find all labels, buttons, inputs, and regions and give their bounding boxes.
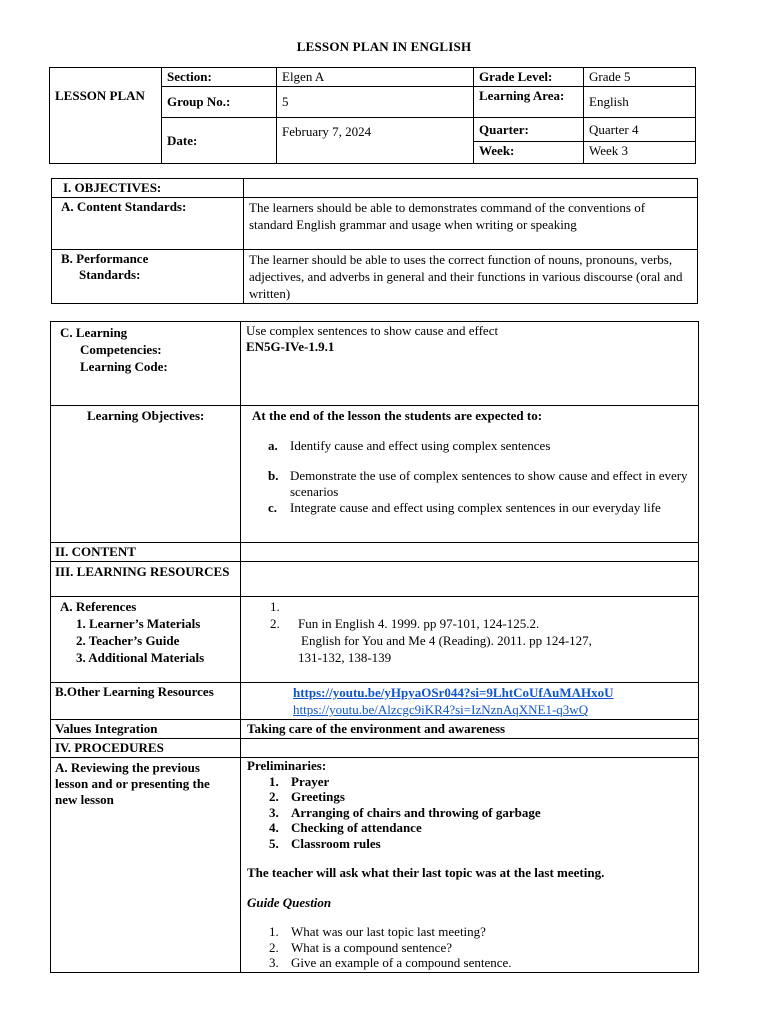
list-item [247, 789, 693, 805]
competencies-label-line2: Competencies: [80, 342, 162, 357]
question-text: What was our last topic last meeting? [291, 924, 486, 939]
performance-standards-label [52, 250, 244, 304]
procedures-blank [241, 739, 699, 758]
list-item [247, 805, 693, 821]
competencies-cell [241, 322, 699, 406]
objective-letter: b. [268, 468, 279, 483]
grade-label: Grade Level: [474, 68, 584, 87]
list-item [246, 615, 693, 632]
learning-objectives-intro: At the end of the lesson the students are expected to: [252, 408, 543, 423]
values-integration-text: Taking care of the environment and awareness [241, 720, 699, 739]
objectives-table [51, 178, 698, 304]
review-lesson-cell [241, 758, 699, 973]
performance-label-line1: B. Performance [61, 251, 149, 266]
date-label: Date: [162, 118, 277, 164]
reference-num: 2. [270, 616, 280, 631]
learning-objectives-list [246, 438, 693, 516]
list-item [247, 924, 693, 940]
area-value: English [584, 87, 696, 118]
main-table [50, 321, 699, 973]
review-lesson-label: A. Reviewing the previous lesson and or presenting the new lesson [51, 758, 241, 973]
objective-text: Identify cause and effect using complex sentences [290, 438, 551, 453]
section-label: Section: [162, 68, 277, 87]
prelim-text: Arranging of chairs and throwing of garbage [291, 804, 541, 820]
prelim-num: 4. [269, 820, 279, 835]
list-item [247, 940, 693, 956]
question-num: 2. [269, 939, 279, 955]
list-item [246, 468, 693, 500]
content-label: II. CONTENT [51, 543, 241, 562]
week-label: Week: [474, 142, 584, 164]
prelim-text: Prayer [291, 773, 330, 789]
other-resources-label: B.Other Learning Resources [51, 683, 241, 720]
learning-resources-label: III. LEARNING RESOURCES [51, 562, 241, 597]
lesson-plan-label: LESSON PLAN [50, 68, 162, 164]
youtube-link-1[interactable]: https://youtu.be/yHpyaOSr044?si=9LhtCoUfAuMAHxoU [293, 685, 614, 700]
content-standards-label [52, 198, 244, 250]
question-text: Give an example of a compound sentence. [291, 955, 512, 970]
date-value: February 7, 2024 [277, 118, 474, 164]
objective-text: Demonstrate the use of complex sentences to show cause and effect in every scenarios [290, 468, 688, 499]
question-num: 1. [269, 924, 279, 939]
preliminaries-heading: Preliminaries: [247, 758, 327, 773]
procedures-label: IV. PROCEDURES [51, 739, 241, 758]
prelim-num: 2. [269, 789, 279, 804]
list-item [247, 820, 693, 836]
youtube-link-2[interactable]: https://youtu.be/Alzcgc9iKR4?si=IzNznAqXNE1-q3wQ [293, 702, 589, 717]
group-label: Group No.: [162, 87, 277, 118]
competencies-text: Use complex sentences to show cause and effect [246, 323, 499, 338]
other-resources-cell [241, 683, 699, 720]
grade-value: Grade 5 [584, 68, 696, 87]
teachers-guide-label: 2. Teacher’s Guide [76, 633, 180, 648]
performance-standards-text: The learner should be able to uses the correct function of nouns, pronouns, verbs, adjectives, and adverbs in general and their functions in various discourse (oral and written) [244, 250, 698, 304]
performance-label-line2: Standards: [79, 267, 141, 282]
competencies-label-line1: C. Learning [60, 325, 128, 340]
list-item [247, 836, 693, 852]
objectives-heading-text: I. OBJECTIVES: [63, 180, 162, 195]
prelim-text: Classroom rules [291, 835, 381, 851]
group-value: 5 [277, 87, 474, 118]
competencies-label [51, 322, 241, 406]
objectives-heading-blank [244, 179, 698, 198]
prelim-text: Greetings [291, 789, 345, 804]
learning-resources-blank [241, 562, 699, 597]
header-table [49, 67, 696, 164]
question-text: What is a compound sentence? [291, 939, 452, 955]
objectives-heading [52, 179, 244, 198]
objective-letter: a. [268, 438, 278, 453]
list-item [246, 598, 693, 615]
learning-objectives-cell [241, 406, 699, 543]
guide-questions-list [247, 924, 693, 971]
content-standards-text: The learners should be able to demonstrates command of the conventions of standard English grammar and usage when writing or speaking [244, 198, 698, 250]
references-label [51, 597, 241, 683]
prelim-num: 1. [269, 773, 279, 789]
additional-materials-label: 3. Additional Materials [76, 650, 205, 665]
content-standards-label-text: A. Content Standards: [61, 199, 187, 214]
competencies-code: EN5G-IVe-1.9.1 [246, 339, 335, 354]
reference-text: Fun in English 4. 1999. pp 97-101, 124-125.2. [298, 616, 540, 631]
references-list [246, 598, 693, 632]
learning-objectives-label-text: Learning Objectives: [87, 408, 205, 423]
learners-materials-label: 1. Learner’s Materials [76, 616, 201, 631]
objective-text: Integrate cause and effect using complex sentences in our everyday life [290, 500, 661, 515]
list-item [246, 438, 693, 454]
list-item [247, 774, 693, 790]
prelim-num: 5. [269, 835, 279, 851]
reference-extra-2: 131-132, 138-139 [298, 650, 392, 665]
content-blank [241, 543, 699, 562]
competencies-label-line3: Learning Code: [80, 359, 168, 374]
page-title: LESSON PLAN IN ENGLISH [296, 39, 472, 54]
prelim-num: 3. [269, 804, 279, 820]
quarter-label: Quarter: [474, 118, 584, 142]
guide-question-heading: Guide Question [247, 894, 332, 910]
preliminaries-list [247, 774, 693, 852]
reference-num: 1. [270, 599, 280, 614]
references-cell [241, 597, 699, 683]
list-item [246, 500, 693, 516]
area-label: Learning Area: [474, 87, 584, 118]
objective-letter: c. [268, 500, 278, 515]
learning-objectives-label [51, 406, 241, 543]
section-value: Elgen A [277, 68, 474, 87]
references-label-text: A. References [60, 599, 137, 614]
question-num: 3. [269, 955, 279, 970]
quarter-value: Quarter 4 [584, 118, 696, 142]
prelim-text: Checking of attendance [291, 820, 422, 835]
week-value: Week 3 [584, 142, 696, 164]
list-item [247, 955, 693, 971]
reference-extra-1: English for You and Me 4 (Reading). 2011. pp 124-127, [301, 633, 592, 648]
teacher-note: The teacher will ask what their last topic was at the last meeting. [247, 865, 605, 880]
values-integration-label: Values Integration [51, 720, 241, 739]
